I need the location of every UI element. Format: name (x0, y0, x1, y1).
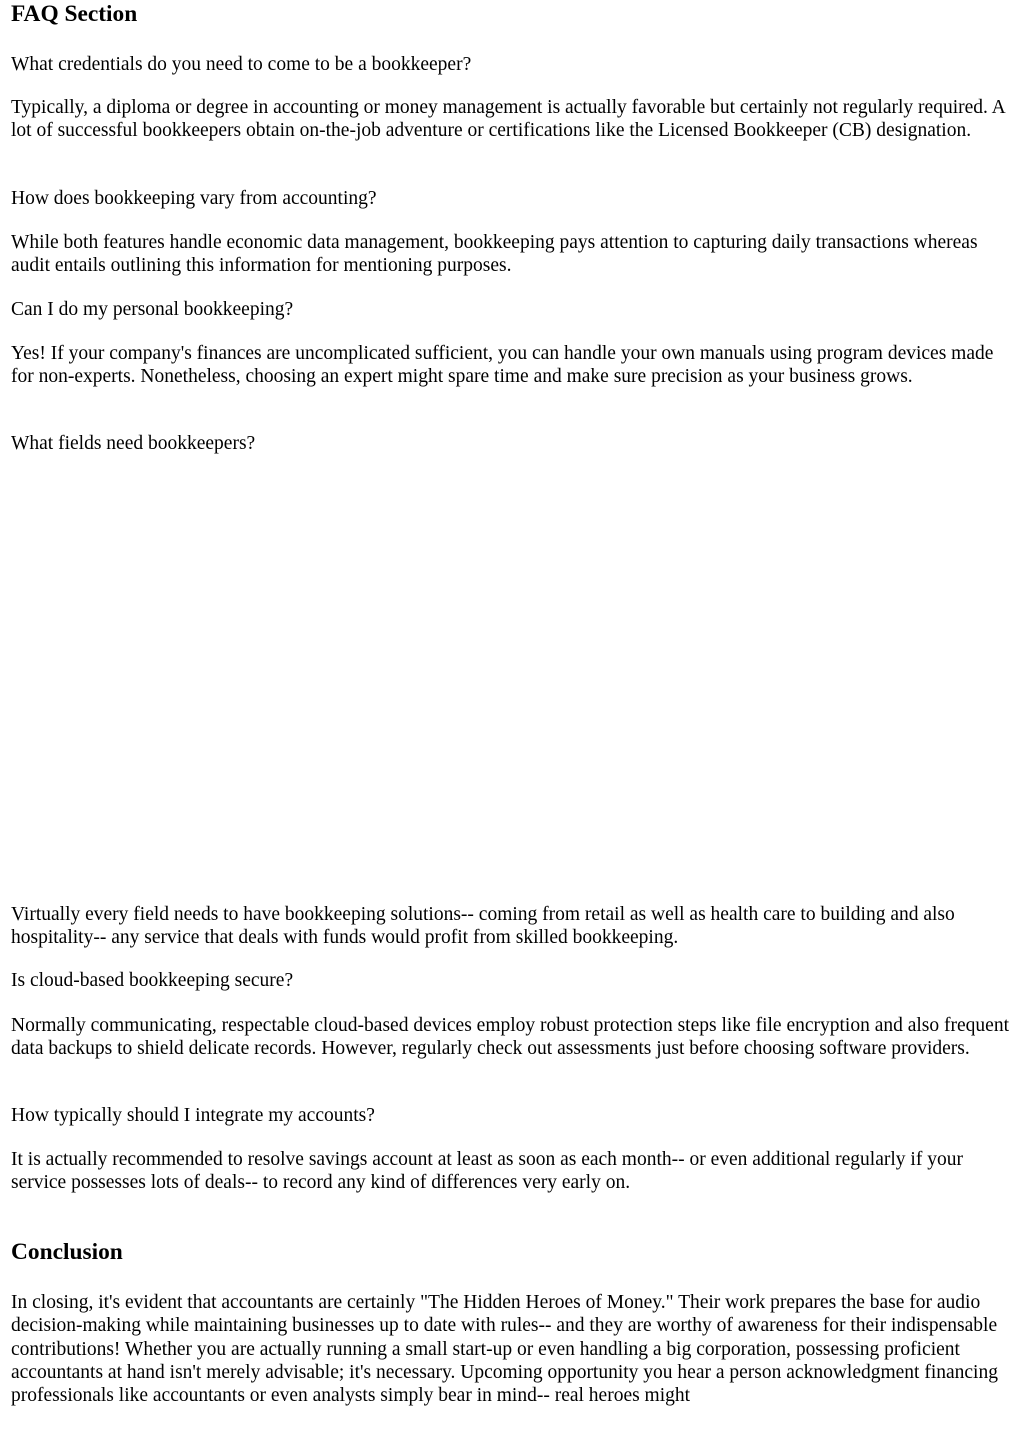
faq-answer-6: It is actually recommended to resolve savings account at least as soon as each month-- or even additional regularly if your service possesses lots of deals-- to record any kind of differences very early on. (11, 1149, 963, 1194)
blank-embed-area (11, 470, 1014, 890)
faq-question-4: What fields need bookkeepers? (11, 433, 256, 454)
conclusion-heading: Conclusion (11, 1239, 123, 1265)
faq-answer-5: Normally communicating, respectable cloud-based devices employ robust protection steps like file encryption and also frequent data backups to shield delicate records. However, regularly check out assessments just before choosing software providers. (11, 1015, 1009, 1060)
faq-question-5: Is cloud-based bookkeeping secure? (11, 970, 294, 991)
faq-question-1: What credentials do you need to come to be a bookkeeper? (11, 54, 472, 75)
faq-answer-3: Yes! If your company's finances are uncomplicated sufficient, you can handle your own manuals using program devices made for non-experts. Nonetheless, choosing an expert might spare time and make sure precision as your business grows. (11, 343, 994, 388)
faq-answer-1: Typically, a diploma or degree in accounting or money management is actually favorable but certainly not regularly required. A lot of successful bookkeepers obtain on-the-job adventure or certifications like the Licensed Bookkeeper (CB) designation. (11, 97, 1005, 142)
faq-heading: FAQ Section (11, 1, 138, 27)
faq-question-3: Can I do my personal bookkeeping? (11, 299, 294, 320)
conclusion-body: In closing, it's evident that accountants are certainly "The Hidden Heroes of Money." Their work prepares the base for audio decision-making while maintaining businesses up to date with rules-- and they are worthy of awareness for their indispensable contributions! Whether you are actually running a small start-up or even handling a big corporation, possessing proficient accountants at hand isn't merely advisable; it's necessary. Upcoming opportunity you hear a person acknowledgment financing professionals like accountants or even analysts simply bear in mind-- real heroes might (11, 1292, 998, 1407)
faq-question-6: How typically should I integrate my accounts? (11, 1105, 375, 1126)
faq-question-2: How does bookkeeping vary from accounting? (11, 188, 377, 209)
faq-answer-4: Virtually every field needs to have bookkeeping solutions-- coming from retail as well as health care to building and also hospitality-- any service that deals with funds would profit from skilled bookkeeping. (11, 904, 955, 949)
faq-answer-2: While both features handle economic data management, bookkeeping pays attention to capturing daily transactions whereas audit entails outlining this information for mentioning purposes. (11, 232, 978, 277)
